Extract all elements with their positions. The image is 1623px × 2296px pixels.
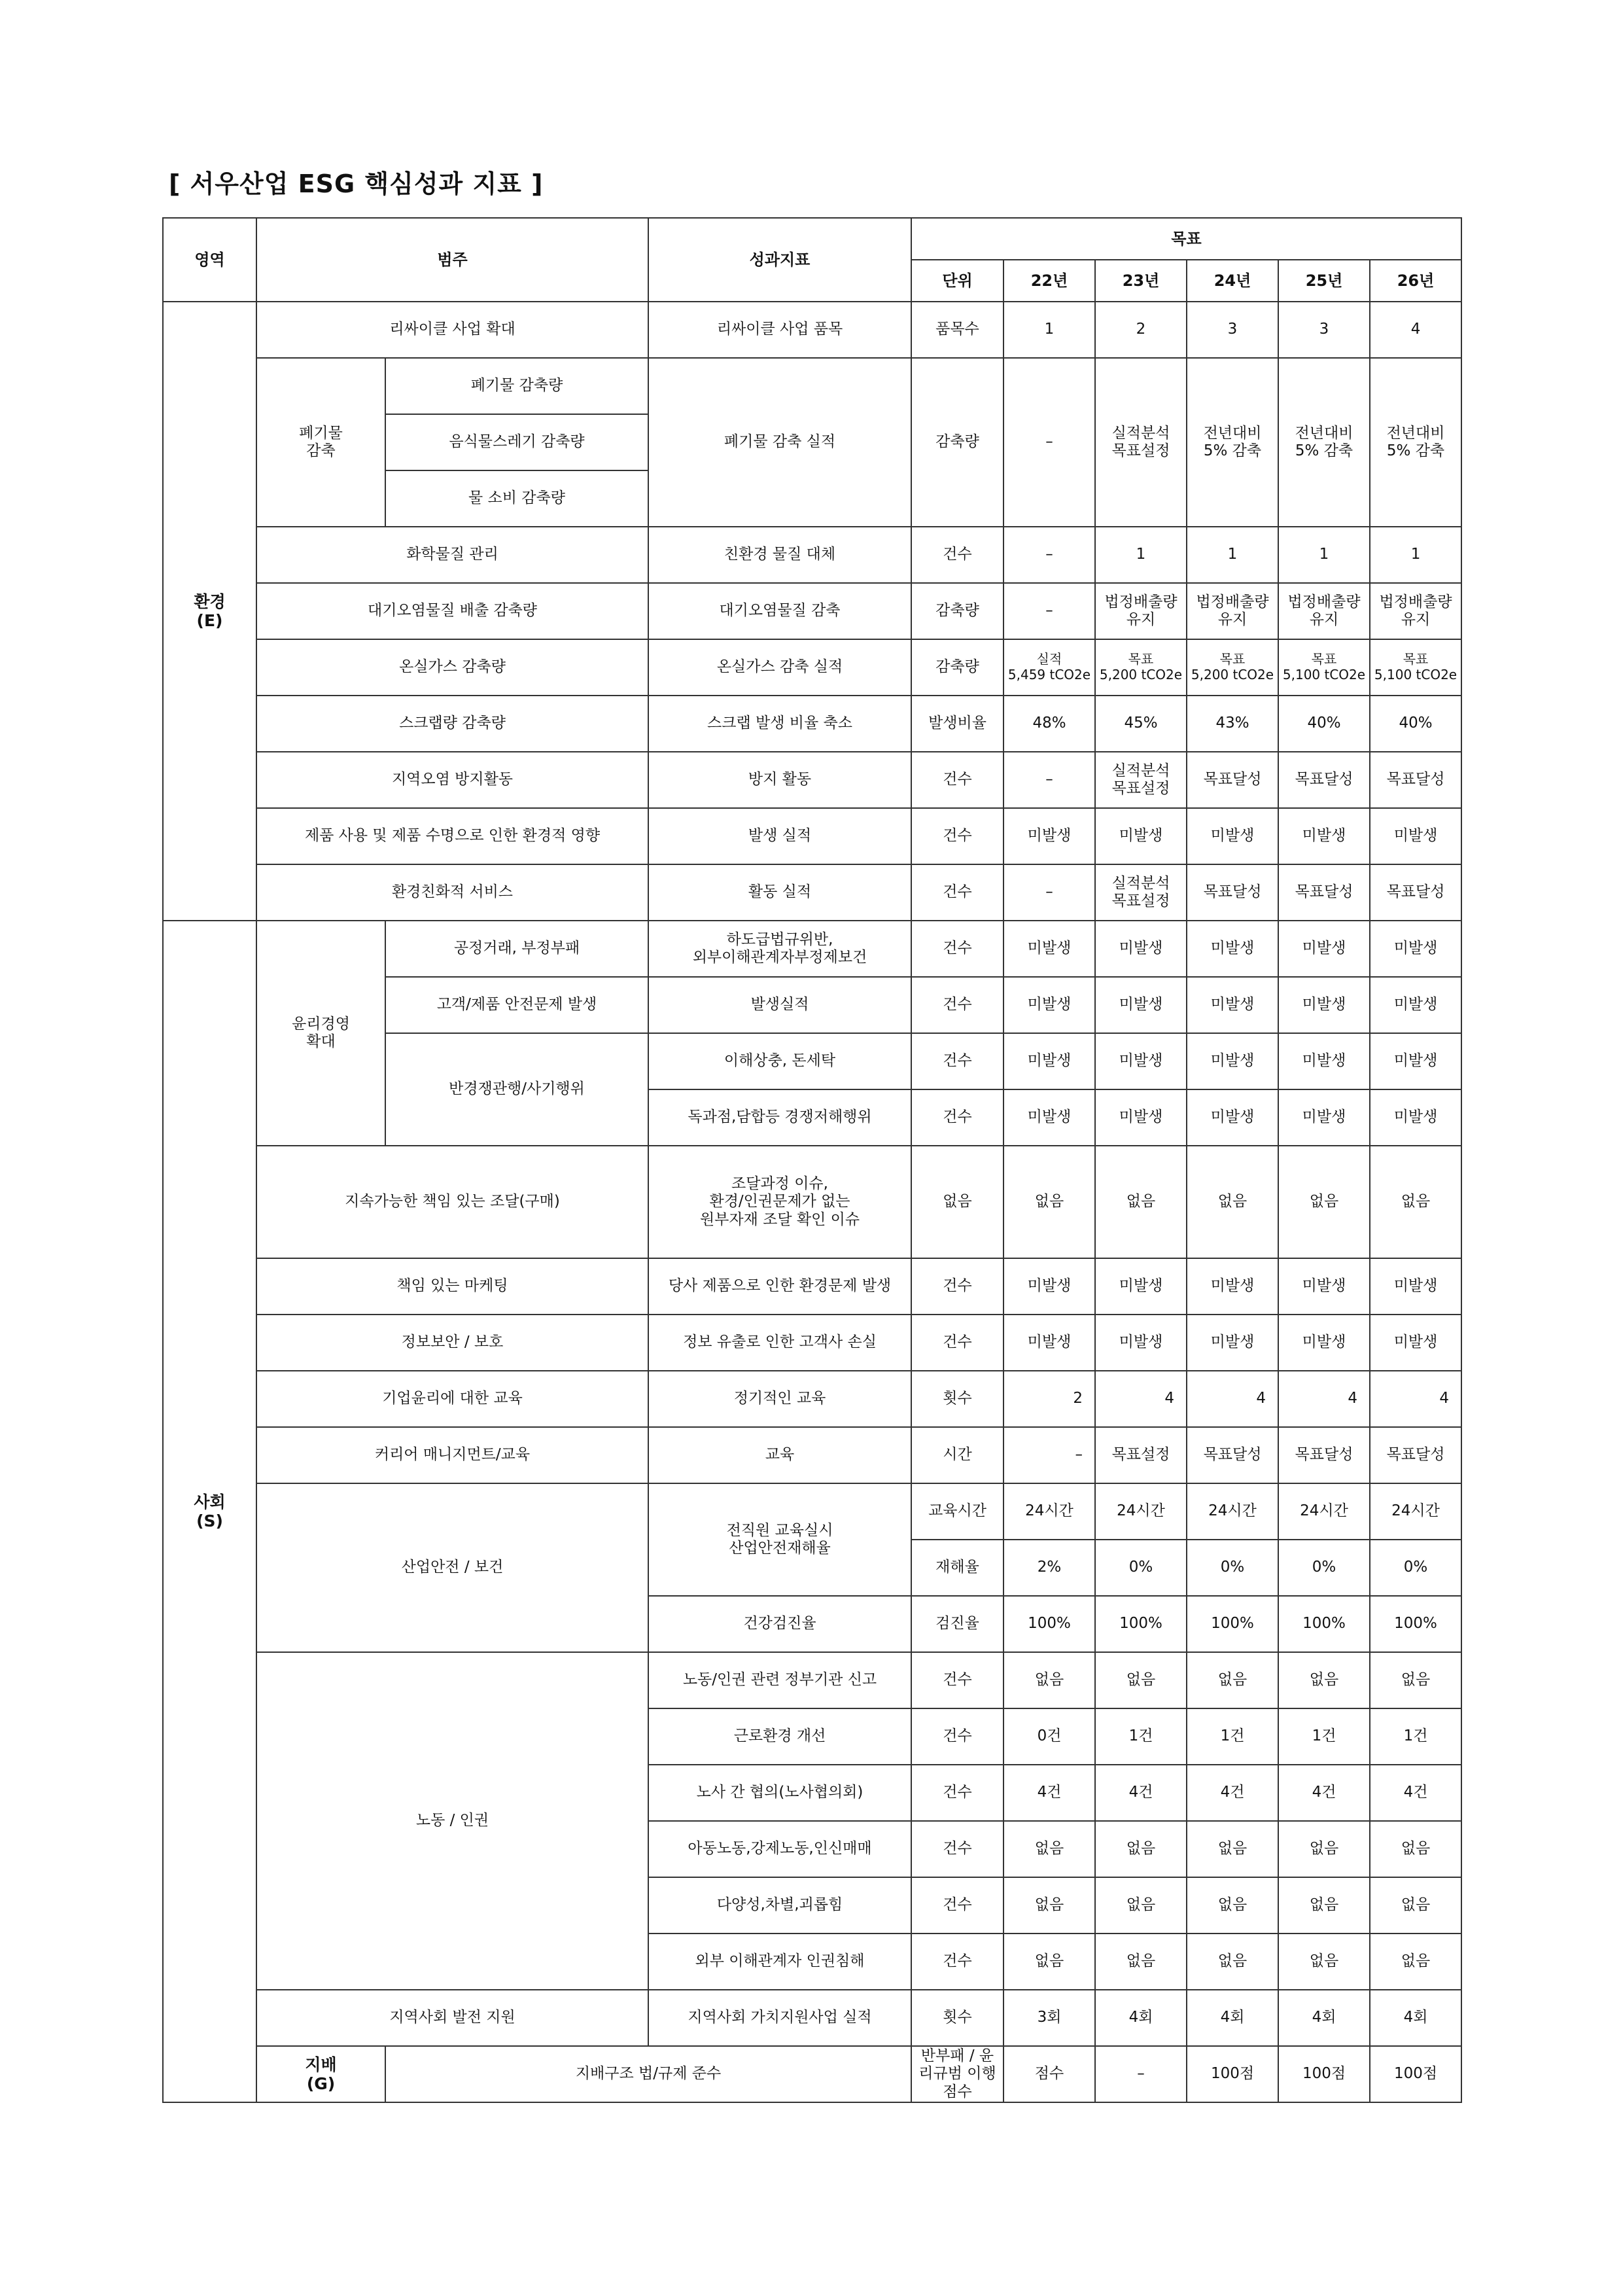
indicator-cell: 당사 제품으로 인한 환경문제 발생 — [648, 1258, 911, 1315]
target-value-cell: 2 — [1003, 1371, 1095, 1427]
indicator-cell: 하도급법규위반, 외부이해관계자부정제보건 — [648, 921, 911, 977]
area-social: 사회 (S) — [163, 921, 256, 2102]
target-value-cell: 4건 — [1370, 1765, 1461, 1821]
target-value-cell: – — [1003, 527, 1095, 583]
target-value-cell: 없음 — [1278, 1877, 1370, 1934]
unit-cell: 건수 — [911, 1033, 1003, 1089]
target-value-cell: 없음 — [1278, 1146, 1370, 1258]
target-value-cell: 미발생 — [1187, 921, 1278, 977]
target-value-cell: 4건 — [1278, 1765, 1370, 1821]
indicator-cell: 발생 실적 — [648, 808, 911, 864]
indicator-cell: 대기오염물질 감축 — [648, 583, 911, 639]
target-value-cell: 100점 — [1370, 2046, 1461, 2102]
target-value-cell: 미발생 — [1370, 977, 1461, 1033]
header-unit: 단위 — [911, 260, 1003, 302]
target-value-cell: 미발생 — [1003, 1258, 1095, 1315]
category-cell: 환경친화적 서비스 — [256, 864, 648, 921]
target-value-cell: 미발생 — [1278, 808, 1370, 864]
category-cell: 지속가능한 책임 있는 조달(구매) — [256, 1146, 648, 1258]
header-area: 영역 — [163, 218, 256, 302]
target-value-cell: – — [1003, 358, 1095, 527]
target-value-cell: 40% — [1370, 696, 1461, 752]
target-value-cell: – — [1003, 864, 1095, 921]
target-value-cell: 목표 5,100 tCO2e — [1370, 639, 1461, 696]
indicator-cell: 노사 간 협의(노사협의회) — [648, 1765, 911, 1821]
subcategory-cell: 물 소비 감축량 — [385, 470, 648, 527]
header-indicator: 성과지표 — [648, 218, 911, 302]
target-value-cell: 없음 — [1003, 1877, 1095, 1934]
header-y26: 26년 — [1370, 260, 1461, 302]
table-row — [163, 696, 1461, 752]
unit-cell: 건수 — [911, 864, 1003, 921]
target-value-cell: 없음 — [1278, 1821, 1370, 1877]
target-value-cell: 목표설정 — [1095, 1427, 1187, 1483]
unit-cell: 건수 — [911, 752, 1003, 808]
target-value-cell: 없음 — [1003, 1146, 1095, 1258]
target-value-cell: 미발생 — [1370, 1258, 1461, 1315]
target-value-cell: 미발생 — [1278, 1033, 1370, 1089]
target-value-cell: 없음 — [1187, 1146, 1278, 1258]
indicator-cell: 외부 이해관계자 인권침해 — [648, 1934, 911, 1990]
target-value-cell: 없음 — [1095, 1877, 1187, 1934]
area-governance: 지배 (G) — [256, 2046, 385, 2102]
target-value-cell: – — [1003, 1427, 1095, 1483]
target-value-cell: 법정배출량 유지 — [1370, 583, 1461, 639]
target-value-cell: 목표 5,100 tCO2e — [1278, 639, 1370, 696]
target-value-cell: 4회 — [1187, 1990, 1278, 2046]
target-value-cell: 목표달성 — [1278, 1427, 1370, 1483]
target-value-cell: 목표달성 — [1370, 752, 1461, 808]
target-value-cell: 없음 — [1187, 1877, 1278, 1934]
target-value-cell: 4 — [1278, 1371, 1370, 1427]
table-row — [163, 583, 1461, 639]
table-row — [163, 2046, 1461, 2102]
indicator-cell: 정보 유출로 인한 고객사 손실 — [648, 1315, 911, 1371]
target-value-cell: 100% — [1278, 1596, 1370, 1652]
table-row — [163, 1146, 1461, 1258]
header-row-1 — [163, 218, 1461, 260]
target-value-cell: 미발생 — [1370, 1033, 1461, 1089]
target-value-cell: 법정배출량 유지 — [1095, 583, 1187, 639]
target-value-cell: 100% — [1095, 1596, 1187, 1652]
target-value-cell: 없음 — [1187, 1934, 1278, 1990]
target-value-cell: 2 — [1095, 302, 1187, 358]
category-cell: 기업윤리에 대한 교육 — [256, 1371, 648, 1427]
unit-cell: 횟수 — [911, 1990, 1003, 2046]
target-value-cell: 목표달성 — [1370, 1427, 1461, 1483]
target-value-cell: 1건 — [1370, 1708, 1461, 1765]
table-row — [163, 864, 1461, 921]
target-value-cell: 없음 — [1370, 1652, 1461, 1708]
target-value-cell: 미발생 — [1095, 1033, 1187, 1089]
target-value-cell: 미발생 — [1370, 808, 1461, 864]
target-value-cell: 100% — [1003, 1596, 1095, 1652]
unit-cell: 없음 — [911, 1146, 1003, 1258]
category-cell: 산업안전 / 보건 — [256, 1483, 648, 1652]
target-value-cell: 미발생 — [1095, 921, 1187, 977]
target-value-cell: 1 — [1278, 527, 1370, 583]
target-value-cell: 실적분석 목표설정 — [1095, 864, 1187, 921]
target-value-cell: 3회 — [1003, 1990, 1095, 2046]
target-value-cell: 1 — [1370, 527, 1461, 583]
category-cell: 정보보안 / 보호 — [256, 1315, 648, 1371]
target-value-cell: 미발생 — [1278, 1258, 1370, 1315]
target-value-cell: 목표달성 — [1278, 752, 1370, 808]
category-cell: 커리어 매니지먼트/교육 — [256, 1427, 648, 1483]
subcategory-cell: 음식물스레기 감축량 — [385, 414, 648, 470]
unit-cell: 건수 — [911, 1765, 1003, 1821]
target-value-cell: 미발생 — [1003, 1089, 1095, 1146]
target-value-cell: 법정배출량 유지 — [1278, 583, 1370, 639]
header-y22: 22년 — [1003, 260, 1095, 302]
unit-cell: 건수 — [911, 808, 1003, 864]
table-row — [163, 1315, 1461, 1371]
target-value-cell: 4회 — [1278, 1990, 1370, 2046]
target-value-cell: 4회 — [1095, 1990, 1187, 2046]
target-value-cell: 없음 — [1370, 1821, 1461, 1877]
area-env: 환경 (E) — [163, 302, 256, 921]
target-value-cell: 1건 — [1187, 1708, 1278, 1765]
target-value-cell: 미발생 — [1187, 808, 1278, 864]
unit-cell: 교육시간 — [911, 1483, 1003, 1540]
target-value-cell: 0% — [1095, 1540, 1187, 1596]
unit-cell: 건수 — [911, 1934, 1003, 1990]
target-value-cell: 0% — [1187, 1540, 1278, 1596]
indicator-cell: 폐기물 감축 실적 — [648, 358, 911, 527]
target-value-cell: 없음 — [1003, 1652, 1095, 1708]
target-value-cell: 목표달성 — [1187, 752, 1278, 808]
unit-cell: 건수 — [911, 1708, 1003, 1765]
category-cell: 지배구조 법/규제 준수 — [385, 2046, 911, 2102]
unit-cell: 시간 — [911, 1427, 1003, 1483]
unit-cell: 건수 — [911, 1089, 1003, 1146]
category-cell: 온실가스 감축량 — [256, 639, 648, 696]
target-value-cell: 미발생 — [1370, 1089, 1461, 1146]
target-value-cell: 미발생 — [1278, 977, 1370, 1033]
target-value-cell: 0% — [1370, 1540, 1461, 1596]
target-value-cell: 없음 — [1003, 1934, 1095, 1990]
unit-cell: 발생비율 — [911, 696, 1003, 752]
header-target: 목표 — [911, 218, 1461, 260]
target-value-cell: 실적분석 목표설정 — [1095, 358, 1187, 527]
target-value-cell: 목표 5,200 tCO2e — [1095, 639, 1187, 696]
target-value-cell: 100점 — [1278, 2046, 1370, 2102]
indicator-cell: 다양성,차별,괴롭힘 — [648, 1877, 911, 1934]
table-row — [163, 527, 1461, 583]
target-value-cell: 미발생 — [1095, 1258, 1187, 1315]
table-row — [163, 1371, 1461, 1427]
target-value-cell: – — [1003, 752, 1095, 808]
target-value-cell: 100% — [1187, 1596, 1278, 1652]
target-value-cell: 미발생 — [1003, 808, 1095, 864]
target-value-cell: 미발생 — [1278, 1315, 1370, 1371]
category-cell: 폐기물 감축 — [256, 358, 385, 527]
target-value-cell: 미발생 — [1095, 1315, 1187, 1371]
target-value-cell: 미발생 — [1278, 1089, 1370, 1146]
esg-kpi-table — [162, 217, 1462, 2103]
target-value-cell: 목표달성 — [1370, 864, 1461, 921]
target-value-cell: 미발생 — [1095, 1089, 1187, 1146]
indicator-cell: 건강검진율 — [648, 1596, 911, 1652]
unit-cell: 건수 — [911, 1258, 1003, 1315]
target-value-cell: 없음 — [1095, 1934, 1187, 1990]
indicator-cell: 온실가스 감축 실적 — [648, 639, 911, 696]
target-value-cell: 없음 — [1278, 1652, 1370, 1708]
subcategory-cell: 공정거래, 부정부패 — [385, 921, 648, 977]
target-value-cell: 24시간 — [1095, 1483, 1187, 1540]
target-value-cell: 1 — [1095, 527, 1187, 583]
indicator-cell: 정기적인 교육 — [648, 1371, 911, 1427]
unit-cell: 재해율 — [911, 1540, 1003, 1596]
target-value-cell: 없음 — [1370, 1877, 1461, 1934]
target-value-cell: 40% — [1278, 696, 1370, 752]
target-value-cell: 없음 — [1370, 1146, 1461, 1258]
table-row — [163, 1990, 1461, 2046]
target-value-cell: 목표달성 — [1187, 1427, 1278, 1483]
target-value-cell: 3 — [1187, 302, 1278, 358]
target-value-cell: 1건 — [1095, 1708, 1187, 1765]
unit-cell: 감축량 — [911, 639, 1003, 696]
target-value-cell: 2% — [1003, 1540, 1095, 1596]
target-value-cell: 미발생 — [1187, 1258, 1278, 1315]
target-value-cell: 4 — [1187, 1371, 1278, 1427]
target-value-cell: 24시간 — [1187, 1483, 1278, 1540]
target-value-cell: 4 — [1095, 1371, 1187, 1427]
category-cell: 제품 사용 및 제품 수명으로 인한 환경적 영향 — [256, 808, 648, 864]
target-value-cell: 목표 5,200 tCO2e — [1187, 639, 1278, 696]
category-cell: 윤리경영 확대 — [256, 921, 385, 1146]
page-title: [ 서우산업 ESG 핵심성과 지표 ] — [169, 169, 544, 198]
category-cell: 지역오염 방지활동 — [256, 752, 648, 808]
target-value-cell: 법정배출량 유지 — [1187, 583, 1278, 639]
target-value-cell: 미발생 — [1187, 977, 1278, 1033]
indicator-cell: 리싸이클 사업 품목 — [648, 302, 911, 358]
table-row — [163, 358, 1461, 414]
target-value-cell: 없음 — [1095, 1146, 1187, 1258]
target-value-cell: 48% — [1003, 696, 1095, 752]
category-cell: 노동 / 인권 — [256, 1652, 648, 1990]
table-row — [163, 639, 1461, 696]
target-value-cell: 0건 — [1003, 1708, 1095, 1765]
unit-cell: 건수 — [911, 921, 1003, 977]
category-cell: 지역사회 발전 지원 — [256, 1990, 648, 2046]
target-value-cell: 43% — [1187, 696, 1278, 752]
table-row — [163, 1427, 1461, 1483]
header-category: 범주 — [256, 218, 648, 302]
target-value-cell: 없음 — [1278, 1934, 1370, 1990]
target-value-cell: 목표달성 — [1187, 864, 1278, 921]
table-row — [163, 752, 1461, 808]
target-value-cell: 미발생 — [1187, 1089, 1278, 1146]
target-value-cell: 0% — [1278, 1540, 1370, 1596]
header-y23: 23년 — [1095, 260, 1187, 302]
unit-cell: 건수 — [911, 1315, 1003, 1371]
target-value-cell: 미발생 — [1003, 977, 1095, 1033]
target-value-cell: 45% — [1095, 696, 1187, 752]
category-cell: 리싸이클 사업 확대 — [256, 302, 648, 358]
target-value-cell: 실적 5,459 tCO2e — [1003, 639, 1095, 696]
header-y25: 25년 — [1278, 260, 1370, 302]
target-value-cell: 4 — [1370, 302, 1461, 358]
category-cell: 화학물질 관리 — [256, 527, 648, 583]
target-value-cell: 24시간 — [1003, 1483, 1095, 1540]
target-value-cell: 미발생 — [1095, 808, 1187, 864]
target-value-cell: 4회 — [1370, 1990, 1461, 2046]
category-cell: 책임 있는 마케팅 — [256, 1258, 648, 1315]
target-value-cell: 없음 — [1187, 1652, 1278, 1708]
unit-cell: 횟수 — [911, 1371, 1003, 1427]
category-cell: 스크랩량 감축량 — [256, 696, 648, 752]
table-row — [163, 921, 1461, 977]
indicator-cell: 전직원 교육실시 산업안전재해율 — [648, 1483, 911, 1596]
target-value-cell: 미발생 — [1187, 1315, 1278, 1371]
target-value-cell: 없음 — [1003, 1821, 1095, 1877]
target-value-cell: 미발생 — [1003, 1315, 1095, 1371]
target-value-cell: – — [1095, 2046, 1187, 2102]
target-value-cell: 3 — [1278, 302, 1370, 358]
target-value-cell: 전년대비 5% 감축 — [1187, 358, 1278, 527]
indicator-cell: 교육 — [648, 1427, 911, 1483]
indicator-cell: 발생실적 — [648, 977, 911, 1033]
target-value-cell: 없음 — [1095, 1821, 1187, 1877]
unit-cell: 점수 — [1003, 2046, 1095, 2102]
target-value-cell: 4건 — [1003, 1765, 1095, 1821]
target-value-cell: 미발생 — [1370, 1315, 1461, 1371]
target-value-cell: 미발생 — [1278, 921, 1370, 977]
category-cell: 대기오염물질 배출 감축량 — [256, 583, 648, 639]
indicator-cell: 아동노동,강제노동,인신매매 — [648, 1821, 911, 1877]
indicator-cell: 친환경 물질 대체 — [648, 527, 911, 583]
table-row — [163, 1652, 1461, 1708]
target-value-cell: 없음 — [1187, 1821, 1278, 1877]
indicator-cell: 조달과정 이슈, 환경/인권문제가 없는 원부자재 조달 확인 이슈 — [648, 1146, 911, 1258]
target-value-cell: 미발생 — [1370, 921, 1461, 977]
unit-cell: 감축량 — [911, 583, 1003, 639]
unit-cell: 건수 — [911, 1821, 1003, 1877]
unit-cell: 건수 — [911, 527, 1003, 583]
subcategory-cell: 폐기물 감축량 — [385, 358, 648, 414]
unit-cell: 품목수 — [911, 302, 1003, 358]
unit-cell: 감축량 — [911, 358, 1003, 527]
indicator-cell: 반부패 / 윤리규범 이행 점수 — [911, 2046, 1003, 2102]
table-row — [163, 1483, 1461, 1540]
target-value-cell: 4건 — [1095, 1765, 1187, 1821]
unit-cell: 건수 — [911, 1652, 1003, 1708]
target-value-cell: 4 — [1370, 1371, 1461, 1427]
target-value-cell: 미발생 — [1003, 1033, 1095, 1089]
target-value-cell: – — [1003, 583, 1095, 639]
indicator-cell: 지역사회 가치지원사업 실적 — [648, 1990, 911, 2046]
target-value-cell: 미발생 — [1095, 977, 1187, 1033]
indicator-cell: 독과점,담합등 경쟁저해행위 — [648, 1089, 911, 1146]
unit-cell: 건수 — [911, 1877, 1003, 1934]
indicator-cell: 방지 활동 — [648, 752, 911, 808]
header-y24: 24년 — [1187, 260, 1278, 302]
table-row — [163, 808, 1461, 864]
indicator-cell: 스크랩 발생 비율 축소 — [648, 696, 911, 752]
indicator-cell: 노동/인권 관련 정부기관 신고 — [648, 1652, 911, 1708]
subcategory-cell: 반경쟁관행/사기행위 — [385, 1033, 648, 1146]
target-value-cell: 없음 — [1095, 1652, 1187, 1708]
target-value-cell: 100% — [1370, 1596, 1461, 1652]
target-value-cell: 실적분석 목표설정 — [1095, 752, 1187, 808]
target-value-cell: 4건 — [1187, 1765, 1278, 1821]
unit-cell: 검진율 — [911, 1596, 1003, 1652]
indicator-cell: 근로환경 개선 — [648, 1708, 911, 1765]
target-value-cell: 100점 — [1187, 2046, 1278, 2102]
unit-cell: 건수 — [911, 977, 1003, 1033]
target-value-cell: 24시간 — [1278, 1483, 1370, 1540]
table-row — [163, 302, 1461, 358]
target-value-cell: 미발생 — [1003, 921, 1095, 977]
target-value-cell: 1 — [1003, 302, 1095, 358]
target-value-cell: 24시간 — [1370, 1483, 1461, 1540]
target-value-cell: 미발생 — [1187, 1033, 1278, 1089]
target-value-cell: 전년대비 5% 감축 — [1278, 358, 1370, 527]
indicator-cell: 활동 실적 — [648, 864, 911, 921]
target-value-cell: 1 — [1187, 527, 1278, 583]
table-row — [163, 1258, 1461, 1315]
target-value-cell: 없음 — [1370, 1934, 1461, 1990]
target-value-cell: 목표달성 — [1278, 864, 1370, 921]
subcategory-cell: 고객/제품 안전문제 발생 — [385, 977, 648, 1033]
target-value-cell: 전년대비 5% 감축 — [1370, 358, 1461, 527]
indicator-cell: 이해상충, 돈세탁 — [648, 1033, 911, 1089]
target-value-cell: 1건 — [1278, 1708, 1370, 1765]
